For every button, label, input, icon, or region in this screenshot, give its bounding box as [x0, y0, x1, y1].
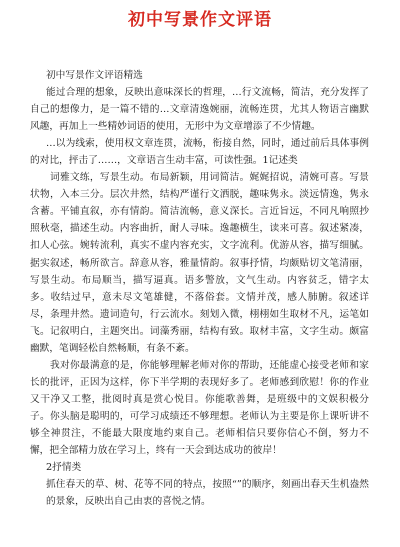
document-body — [0, 67, 400, 510]
body-paragraph: …以为线索，使用权文章连贯，流畅，衔接自然，同时，通过前后具体事例的对比，抨击了……，文章语言生动丰富，可读性强。1记述类 — [30, 138, 369, 167]
body-paragraph: 词雅文练，写景生动。布局新颖，用词简洁。娓娓招说，清婉可喜。写景状物，入本三分。层次井然，结构严谨行文洒脱，趣味隽永。淡远情逸，隽永含蓄。平铺直叙，亦有情韵。简洁流畅，意义深长。言近旨远，不同凡响照抄照秋毫，描述生动。内容曲折，耐人寻味。逸趣横生，读来可喜。叙述紧凑，扣人心弦。婉转流利，真实不虚内容充实，文字流利。优游从容，描写细腻。据实叙述，畅所欲言。辞意从容，雅量情韵。叙事抒情，均颇贴切文笔清丽，写景生动。布局顺当，描写逼真。语多警放，文气生动。内容贫乏，错字太多。收结过早，意未尽文笔雄健，不落俗套。文情并茂，感人肺腑。叙述详尽，条理井然。遗词造句，行云流水。刻划入微，栩栩如生取材不凡，运笔如飞。记叙明白，主题突出。词藻秀丽，结构有致。取材丰富，文字生动。颇富幽默，笔调轻松自然畅顺，有条不紊。 — [30, 172, 369, 354]
body-paragraph: 能过合理的想象，反映出意味深长的哲理，…行文流畅，简洁，充分发挥了自己的想像力，是一篇不错的…文章清逸婉丽，流畅连贯，尤其人物语言幽默风趣，再加上一些精妙词语的使用，无形中为文章增添了不少情趣。 — [30, 87, 369, 133]
body-paragraph: 抓住春天的草、树、花等不同的特点，按照“”的顺序，刻画出春天生机盎然的景象，反映出自己由衷的喜悦之情。 — [46, 479, 369, 508]
body-paragraph: 我对你最满意的是，你能够理解老师对你的帮助，还能虚心接受老师和家长的批评，正因为这样，你下半学期的表现好多了。老师感到欣慰！你的作业又干净又工整，批阅时真是赏心悦目。你能歌善舞，是班级中的文娱积极分子。你头脑是聪明的，可学习成绩还不够理想。老师认为主要是你上课听讲不够全神贯注，不能最大限度地约束自己。老师相信只要你信心不倒，努力不懈，把全部精力放在学习上，终有一天会到达成功的彼岸！ — [30, 359, 369, 457]
section-subtitle: 初中写景作文评语精选 — [46, 70, 143, 81]
category-heading: 2抒情类 — [46, 462, 82, 474]
document-title: 初中写景作文评语 — [128, 10, 272, 30]
